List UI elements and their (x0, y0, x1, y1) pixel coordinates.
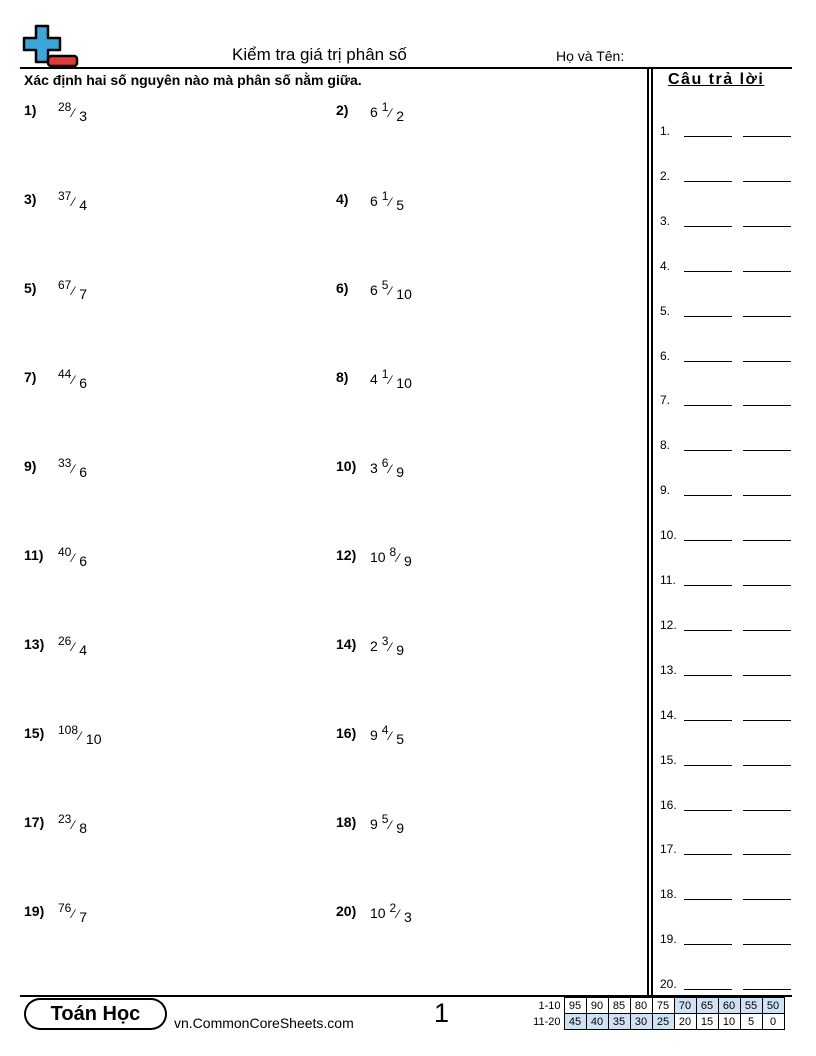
problem-number: 14) (336, 636, 357, 652)
answer-row (660, 214, 795, 228)
problem-item (336, 636, 636, 676)
answer-number: 1. (660, 124, 671, 138)
fraction-slash: ⁄ (72, 195, 75, 209)
score-cell: 55 (740, 998, 762, 1014)
score-cell: 0 (762, 1014, 784, 1030)
answer-blank-upper[interactable] (743, 495, 791, 496)
name-label: Họ và Tên: (556, 48, 625, 64)
answers-title: Câu trả lời (668, 71, 765, 88)
answer-column-divider-inner (651, 68, 653, 996)
fraction-numerator: 5 (381, 278, 389, 292)
score-cell: 70 (674, 998, 696, 1014)
answer-blank-lower[interactable] (684, 630, 732, 631)
score-cell: 20 (674, 1014, 696, 1030)
answer-blank-lower[interactable] (684, 675, 732, 676)
fraction-numerator: 28 (58, 100, 72, 114)
answer-blank-upper[interactable] (743, 271, 791, 272)
answer-row (660, 887, 795, 901)
fraction (370, 901, 412, 925)
problem-number: 10) (336, 458, 357, 474)
answer-blank-upper[interactable] (743, 989, 791, 990)
fraction-numerator: 5 (381, 812, 389, 826)
score-cell: 10 (718, 1014, 740, 1030)
answer-number: 9. (660, 483, 671, 498)
answer-number: 13. (660, 662, 677, 677)
answer-number: 5. (660, 303, 671, 318)
fraction-slash: ⁄ (72, 462, 75, 476)
fraction-denominator: 9 (392, 642, 405, 658)
problem-item (336, 191, 636, 231)
fraction-slash: ⁄ (72, 106, 75, 120)
fraction-whole: 4 (370, 371, 382, 387)
fraction-slash: ⁄ (72, 907, 75, 921)
answer-blank-upper[interactable] (743, 226, 791, 227)
answer-row (660, 259, 795, 273)
problem-number: 16) (336, 725, 357, 741)
fraction-slash: ⁄ (72, 373, 75, 387)
problem-number: 18) (336, 814, 357, 830)
fraction-numerator: 33 (58, 456, 72, 470)
answer-column-divider (647, 68, 649, 996)
fraction-whole: 9 (370, 727, 382, 743)
fraction-denominator: 10 (82, 731, 102, 747)
fraction (370, 545, 412, 569)
fraction (58, 189, 88, 213)
fraction-denominator: 7 (75, 909, 88, 925)
fraction-slash: ⁄ (389, 106, 392, 120)
fraction-slash: ⁄ (72, 818, 75, 832)
answer-blank-upper[interactable] (743, 630, 791, 631)
fraction-slash: ⁄ (72, 640, 75, 654)
answer-number: 7. (660, 393, 671, 408)
problem-item (24, 725, 324, 765)
problem-number: 5) (24, 280, 37, 296)
fraction-whole: 6 (370, 193, 382, 209)
header-divider (20, 67, 792, 69)
answer-blank-lower[interactable] (684, 405, 732, 406)
answer-blank-lower[interactable] (684, 765, 732, 766)
answer-row (660, 932, 795, 946)
fraction-denominator: 3 (75, 108, 88, 124)
worksheet-title: Kiểm tra giá trị phân số (232, 45, 407, 64)
problem-item (24, 636, 324, 676)
problem-number: 20) (336, 903, 357, 919)
answer-blank-lower[interactable] (684, 899, 732, 900)
answer-number: 12. (660, 617, 677, 632)
answer-blank-upper[interactable] (743, 540, 791, 541)
fraction (58, 723, 102, 747)
answer-number: 14. (660, 707, 677, 722)
fraction-numerator: 1 (381, 189, 389, 203)
fraction-slash: ⁄ (389, 640, 392, 654)
problem-number: 9) (24, 458, 37, 474)
answer-number: 17. (660, 842, 677, 857)
fraction-numerator: 76 (58, 901, 72, 915)
answer-number: 15. (660, 752, 677, 767)
score-cell: 25 (652, 1014, 674, 1030)
problem-item (24, 280, 324, 320)
answer-blank-upper[interactable] (743, 854, 791, 855)
problem-item (336, 102, 636, 142)
answer-blank-upper[interactable] (743, 316, 791, 317)
answer-row (660, 618, 795, 632)
fraction-numerator: 1 (381, 100, 389, 114)
instructions: Xác định hai số nguyên nào mà phân số nằm giữa. (24, 72, 362, 88)
answer-row (660, 169, 795, 183)
answer-row (660, 483, 795, 497)
answer-number: 20. (660, 977, 677, 992)
answer-blank-lower[interactable] (684, 720, 732, 721)
fraction (370, 456, 405, 480)
fraction-numerator: 3 (381, 634, 389, 648)
problem-number: 19) (24, 903, 45, 919)
fraction-denominator: 6 (75, 464, 88, 480)
score-cell: 65 (696, 998, 718, 1014)
score-table (530, 997, 785, 1030)
answer-blank-lower[interactable] (684, 136, 732, 137)
answer-blank-lower[interactable] (684, 450, 732, 451)
fraction-slash: ⁄ (389, 462, 392, 476)
answer-blank-lower[interactable] (684, 226, 732, 227)
answer-row (660, 438, 795, 452)
fraction-numerator: 4 (381, 723, 389, 737)
score-cell: 50 (762, 998, 784, 1014)
problem-item (336, 280, 636, 320)
answer-row (660, 708, 795, 722)
answer-blank-lower[interactable] (684, 316, 732, 317)
fraction-denominator: 10 (392, 286, 412, 302)
score-cell: 60 (718, 998, 740, 1014)
fraction-denominator: 4 (75, 642, 88, 658)
problem-number: 2) (336, 102, 349, 118)
answer-blank-upper[interactable] (743, 450, 791, 451)
fraction-denominator: 5 (392, 731, 405, 747)
answer-row (660, 304, 795, 318)
fraction-numerator: 2 (389, 901, 397, 915)
problem-item (336, 725, 636, 765)
fraction-whole: 6 (370, 282, 382, 298)
problem-item (24, 547, 324, 587)
answer-row (660, 124, 795, 138)
answer-number: 3. (660, 213, 671, 228)
answer-blank-upper[interactable] (743, 361, 791, 362)
fraction-denominator: 8 (75, 820, 88, 836)
answer-number: 10. (660, 528, 677, 543)
fraction-slash: ⁄ (389, 195, 392, 209)
fraction (370, 367, 412, 391)
fraction-whole: 3 (370, 460, 382, 476)
problem-number: 8) (336, 369, 349, 385)
answer-number: 6. (660, 348, 671, 363)
problem-number: 7) (24, 369, 37, 385)
answer-blank-lower[interactable] (684, 989, 732, 990)
answer-blank-upper[interactable] (743, 765, 791, 766)
fraction-numerator: 108 (58, 723, 79, 737)
fraction-slash: ⁄ (72, 284, 75, 298)
fraction (370, 812, 405, 836)
answer-number: 16. (660, 797, 677, 812)
site-url: vn.CommonCoreSheets.com (174, 1015, 354, 1031)
score-cell: 80 (630, 998, 652, 1014)
score-row (530, 1014, 784, 1030)
score-cell: 85 (608, 998, 630, 1014)
fraction-numerator: 23 (58, 812, 72, 826)
answer-number: 11. (660, 573, 676, 587)
fraction (58, 367, 88, 391)
score-cell: 35 (608, 1014, 630, 1030)
answer-blank-lower[interactable] (684, 854, 732, 855)
fraction-numerator: 37 (58, 189, 72, 203)
answer-number: 19. (660, 932, 677, 947)
fraction-slash: ⁄ (397, 907, 400, 921)
answer-row (660, 528, 795, 542)
fraction (58, 901, 88, 925)
answer-blank-lower[interactable] (684, 944, 732, 945)
answer-row (660, 753, 795, 767)
fraction-numerator: 26 (58, 634, 72, 648)
score-cell: 15 (696, 1014, 718, 1030)
fraction-whole: 10 (370, 905, 390, 921)
problem-number: 17) (24, 814, 45, 830)
fraction-whole: 9 (370, 816, 382, 832)
fraction-numerator: 1 (381, 367, 389, 381)
fraction-denominator: 6 (75, 375, 88, 391)
score-cell: 30 (630, 1014, 652, 1030)
fraction (370, 189, 405, 213)
problem-item (336, 369, 636, 409)
fraction-denominator: 9 (400, 553, 412, 569)
page-number: 1 (434, 998, 450, 1028)
problem-item (24, 814, 324, 854)
fraction (58, 100, 88, 124)
fraction-slash: ⁄ (389, 818, 392, 832)
score-range-label: 11-20 (533, 1015, 561, 1028)
answer-row (660, 798, 795, 812)
fraction-numerator: 44 (58, 367, 72, 381)
fraction (58, 278, 88, 302)
problem-number: 15) (24, 725, 45, 741)
fraction-slash: ⁄ (389, 284, 392, 298)
answer-number: 8. (660, 438, 671, 453)
score-cell: 90 (586, 998, 608, 1014)
answer-row (660, 349, 795, 363)
answer-blank-lower[interactable] (684, 271, 732, 272)
problem-item (24, 102, 324, 142)
answer-row (660, 393, 795, 407)
fraction-whole: 6 (370, 104, 382, 120)
fraction (58, 812, 88, 836)
answer-number: 18. (660, 887, 677, 902)
problem-item (24, 191, 324, 231)
problem-number: 12) (336, 547, 357, 563)
fraction (370, 723, 405, 747)
fraction-slash: ⁄ (389, 373, 392, 387)
score-cell: 95 (564, 998, 586, 1014)
problem-number: 4) (336, 191, 349, 207)
problem-item (24, 369, 324, 409)
fraction-denominator: 9 (392, 464, 405, 480)
fraction (370, 278, 412, 302)
score-range-label: 1-10 (538, 999, 561, 1012)
problem-number: 3) (24, 191, 37, 207)
problem-number: 1) (24, 102, 37, 118)
fraction (58, 545, 88, 569)
answer-blank-lower[interactable] (684, 810, 732, 811)
answer-blank-upper[interactable] (743, 136, 791, 137)
fraction-denominator: 4 (75, 197, 88, 213)
fraction-slash: ⁄ (397, 551, 400, 565)
brand-label: Toán Học (26, 1000, 165, 1028)
fraction-denominator: 5 (392, 197, 405, 213)
answer-blank-upper[interactable] (743, 675, 791, 676)
fraction-denominator: 10 (392, 375, 412, 391)
problem-item (336, 814, 636, 854)
score-cell: 45 (564, 1014, 586, 1030)
fraction-whole: 2 (370, 638, 382, 654)
score-row (530, 998, 784, 1014)
fraction (370, 634, 405, 658)
fraction (58, 456, 88, 480)
fraction-denominator: 6 (75, 553, 88, 569)
fraction-denominator: 9 (392, 820, 405, 836)
answer-blank-lower[interactable] (684, 361, 732, 362)
answer-blank-upper[interactable] (743, 585, 791, 586)
fraction (370, 100, 405, 124)
fraction-slash: ⁄ (79, 729, 82, 743)
answer-blank-lower[interactable] (684, 495, 732, 496)
problem-number: 6) (336, 280, 349, 296)
problem-item (24, 903, 324, 943)
problem-item (336, 458, 636, 498)
fraction-numerator: 40 (58, 545, 72, 559)
score-cell: 75 (652, 998, 674, 1014)
problem-number: 13) (24, 636, 45, 652)
answer-row (660, 977, 795, 991)
problem-item (336, 903, 636, 943)
problem-number: 11) (24, 547, 44, 563)
fraction-numerator: 8 (389, 545, 397, 559)
answer-row (660, 842, 795, 856)
answer-number: 4. (660, 258, 671, 273)
fraction-denominator: 2 (392, 108, 405, 124)
score-cell: 40 (586, 1014, 608, 1030)
answer-blank-lower[interactable] (684, 181, 732, 182)
problem-item (336, 547, 636, 587)
answer-blank-upper[interactable] (743, 899, 791, 900)
plus-minus-logo-icon (22, 24, 80, 68)
answer-blank-upper[interactable] (743, 810, 791, 811)
answer-blank-upper[interactable] (743, 181, 791, 182)
answer-number: 2. (660, 168, 671, 183)
fraction-slash: ⁄ (389, 729, 392, 743)
problem-item (24, 458, 324, 498)
answer-blank-lower[interactable] (684, 585, 732, 586)
answer-row (660, 663, 795, 677)
answer-blank-upper[interactable] (743, 720, 791, 721)
score-cell: 5 (740, 1014, 762, 1030)
answer-blank-upper[interactable] (743, 405, 791, 406)
fraction-denominator: 3 (400, 909, 412, 925)
fraction-denominator: 7 (75, 286, 88, 302)
answer-blank-lower[interactable] (684, 540, 732, 541)
fraction-numerator: 67 (58, 278, 72, 292)
brand-badge (24, 998, 167, 1030)
answer-blank-upper[interactable] (743, 944, 791, 945)
fraction-slash: ⁄ (72, 551, 75, 565)
answer-row (660, 573, 795, 587)
fraction (58, 634, 88, 658)
fraction-whole: 10 (370, 549, 390, 565)
fraction-numerator: 6 (381, 456, 389, 470)
